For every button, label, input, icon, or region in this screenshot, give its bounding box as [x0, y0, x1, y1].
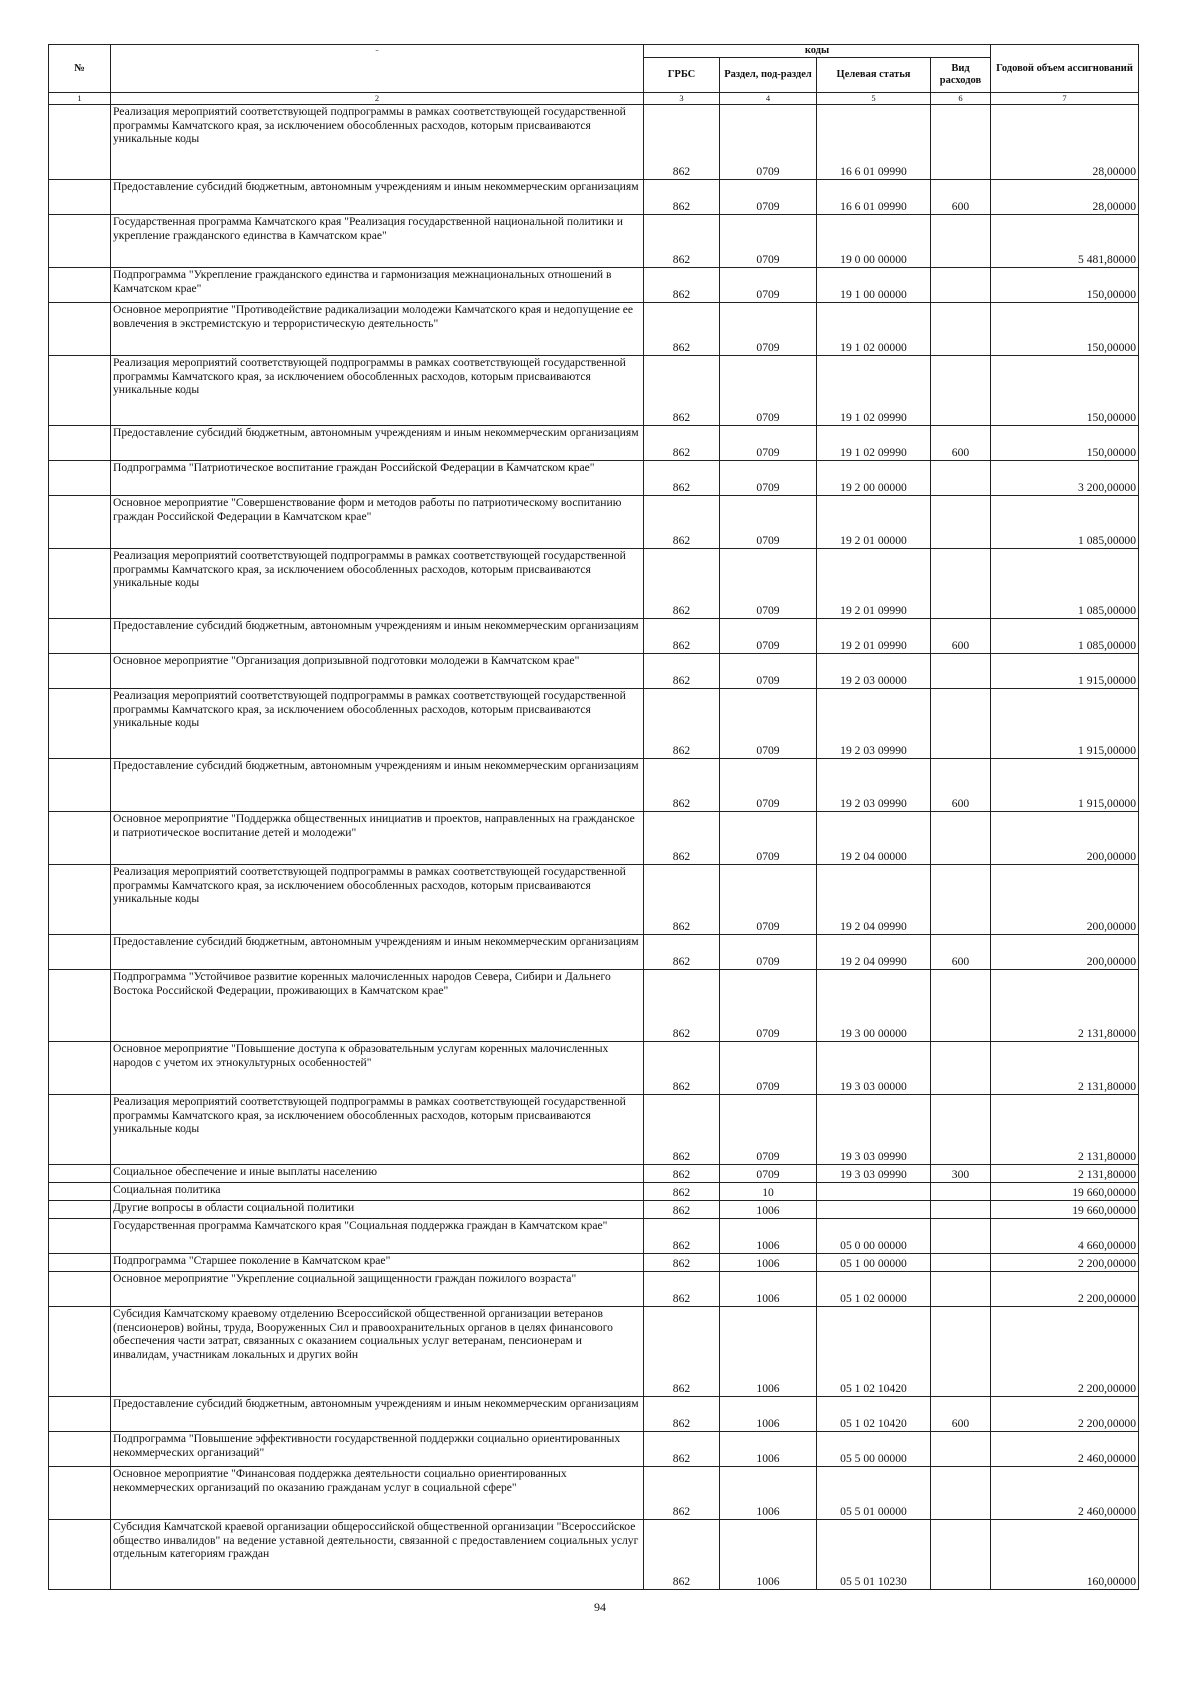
table-row [49, 812, 1139, 865]
table-row [49, 1272, 1139, 1307]
table-row [49, 549, 1139, 619]
cell-section: 0709 [720, 1042, 817, 1095]
header-grbs: ГРБС [644, 58, 720, 93]
cell-target: 19 2 04 00000 [817, 812, 931, 865]
cell-kind [931, 303, 991, 356]
cell-grbs: 862 [644, 812, 720, 865]
cell-target: 19 2 03 09990 [817, 759, 931, 812]
header-kind: Вид расходов [931, 58, 991, 93]
cell-section: 0709 [720, 759, 817, 812]
cell-amount: 2 460,00000 [991, 1467, 1139, 1520]
cell-name: Подпрограмма "Укрепление гражданского единства и гармонизация межнациональных отношений в Камчатском крае" [111, 268, 644, 303]
cell-kind [931, 865, 991, 935]
table-row [49, 1432, 1139, 1467]
cell-kind [931, 1520, 991, 1590]
cell-name: Подпрограмма "Повышение эффективности государственной поддержки социально ориентированных некоммерческих организаций" [111, 1432, 644, 1467]
cell-amount: 1 915,00000 [991, 759, 1139, 812]
cell-num [49, 865, 111, 935]
cell-num [49, 935, 111, 970]
header-codes-group: коды [644, 45, 991, 58]
cell-grbs: 862 [644, 1201, 720, 1219]
cell-kind [931, 1272, 991, 1307]
cell-amount: 150,00000 [991, 356, 1139, 426]
cell-kind [931, 812, 991, 865]
header-num: № [49, 45, 111, 93]
cell-kind [931, 496, 991, 549]
cell-num [49, 549, 111, 619]
cell-name: Основное мероприятие "Поддержка общественных инициатив и проектов, направленных на гражданское и патриотическое воспитание детей и молодежи" [111, 812, 644, 865]
cell-kind [931, 105, 991, 180]
cell-amount: 1 085,00000 [991, 619, 1139, 654]
cell-name: Основное мероприятие "Организация допризывной подготовки молодежи в Камчатском крае" [111, 654, 644, 689]
cell-target: 05 5 01 10230 [817, 1520, 931, 1590]
cell-num [49, 1397, 111, 1432]
cell-num [49, 654, 111, 689]
cell-num [49, 1201, 111, 1219]
cell-section: 0709 [720, 426, 817, 461]
cell-section: 0709 [720, 1165, 817, 1183]
col-number-5: 5 [817, 93, 931, 105]
cell-section: 0709 [720, 461, 817, 496]
cell-grbs: 862 [644, 215, 720, 268]
header-amount: Годовой объем ассигнований [991, 45, 1139, 93]
cell-kind: 600 [931, 426, 991, 461]
cell-name: Государственная программа Камчатского края "Реализация государственной национальной политики и укрепление гражданского единства в Камчатском крае" [111, 215, 644, 268]
cell-section: 1006 [720, 1272, 817, 1307]
cell-grbs: 862 [644, 1307, 720, 1397]
cell-target: 19 2 00 00000 [817, 461, 931, 496]
cell-grbs: 862 [644, 105, 720, 180]
cell-target: 19 1 02 09990 [817, 356, 931, 426]
cell-target [817, 1183, 931, 1201]
cell-target: 19 2 04 09990 [817, 935, 931, 970]
cell-amount: 160,00000 [991, 1520, 1139, 1590]
cell-num [49, 1219, 111, 1254]
cell-target: 05 1 00 00000 [817, 1254, 931, 1272]
cell-name: Основное мероприятие "Противодействие радикализации молодежи Камчатского края и недопущение ее вовлечения в экстремистскую и террористическую деятельность" [111, 303, 644, 356]
cell-grbs: 862 [644, 180, 720, 215]
cell-kind: 600 [931, 619, 991, 654]
cell-kind [931, 654, 991, 689]
cell-section: 1006 [720, 1219, 817, 1254]
cell-amount: 3 200,00000 [991, 461, 1139, 496]
cell-target: 05 1 02 10420 [817, 1307, 931, 1397]
cell-num [49, 759, 111, 812]
cell-section: 0709 [720, 496, 817, 549]
cell-amount: 150,00000 [991, 268, 1139, 303]
cell-kind [931, 1467, 991, 1520]
cell-name: Реализация мероприятий соответствующей подпрограммы в рамках соответствующей государственной программы Камчатского края, за исключением обособленных расходов, которым присваиваются уникальные коды [111, 1095, 644, 1165]
cell-amount: 19 660,00000 [991, 1201, 1139, 1219]
cell-grbs: 862 [644, 970, 720, 1042]
cell-target: 19 2 01 09990 [817, 549, 931, 619]
table-row [49, 215, 1139, 268]
cell-grbs: 862 [644, 1272, 720, 1307]
cell-kind [931, 268, 991, 303]
cell-num [49, 426, 111, 461]
cell-num [49, 1095, 111, 1165]
cell-grbs: 862 [644, 935, 720, 970]
col-number-1: 1 [49, 93, 111, 105]
budget-allocation-table [48, 44, 1139, 1590]
cell-num [49, 1165, 111, 1183]
cell-grbs: 862 [644, 549, 720, 619]
cell-target: 05 1 02 10420 [817, 1397, 931, 1432]
cell-amount: 2 200,00000 [991, 1397, 1139, 1432]
cell-amount: 1 915,00000 [991, 689, 1139, 759]
cell-section: 0709 [720, 689, 817, 759]
cell-section: 10 [720, 1183, 817, 1201]
cell-grbs: 862 [644, 426, 720, 461]
cell-kind [931, 970, 991, 1042]
table-body [49, 105, 1139, 1590]
cell-target: 19 2 03 00000 [817, 654, 931, 689]
table-row [49, 1095, 1139, 1165]
cell-amount: 2 131,80000 [991, 970, 1139, 1042]
table-row [49, 689, 1139, 759]
cell-name: Государственная программа Камчатского края "Социальная поддержка граждан в Камчатском крае" [111, 1219, 644, 1254]
cell-name: Социальное обеспечение и иные выплаты населению [111, 1165, 644, 1183]
cell-target: 19 0 00 00000 [817, 215, 931, 268]
header-section: Раздел, под-раздел [720, 58, 817, 93]
cell-name: Реализация мероприятий соответствующей подпрограммы в рамках соответствующей государственной программы Камчатского края, за исключением обособленных расходов, которым присваиваются уникальные коды [111, 356, 644, 426]
cell-grbs: 862 [644, 865, 720, 935]
cell-section: 1006 [720, 1520, 817, 1590]
cell-target: 19 1 02 00000 [817, 303, 931, 356]
table-row [49, 356, 1139, 426]
table-row [49, 268, 1139, 303]
cell-target: 19 2 04 09990 [817, 865, 931, 935]
cell-grbs: 862 [644, 1520, 720, 1590]
cell-kind [931, 1042, 991, 1095]
cell-amount: 2 200,00000 [991, 1272, 1139, 1307]
cell-target: 19 2 03 09990 [817, 689, 931, 759]
cell-num [49, 180, 111, 215]
cell-grbs: 862 [644, 759, 720, 812]
cell-amount: 1 085,00000 [991, 496, 1139, 549]
cell-amount: 200,00000 [991, 935, 1139, 970]
cell-grbs: 862 [644, 1219, 720, 1254]
cell-target: 05 1 02 00000 [817, 1272, 931, 1307]
table-row [49, 619, 1139, 654]
cell-section: 1006 [720, 1467, 817, 1520]
cell-grbs: 862 [644, 1254, 720, 1272]
col-number-7: 7 [991, 93, 1139, 105]
cell-num [49, 1254, 111, 1272]
cell-num [49, 1042, 111, 1095]
table-row [49, 759, 1139, 812]
cell-amount: 28,00000 [991, 180, 1139, 215]
col-number-2: 2 [111, 93, 644, 105]
cell-num [49, 1307, 111, 1397]
cell-name: Субсидия Камчатской краевой организации общероссийской общественной организации "Всероссийское общество инвалидов" на ведение уставной деятельности, связанной с предоставлением социальных услуг отдельным категориям граждан [111, 1520, 644, 1590]
cell-target: 19 1 02 09990 [817, 426, 931, 461]
cell-section: 0709 [720, 654, 817, 689]
cell-kind: 600 [931, 1397, 991, 1432]
col-number-4: 4 [720, 93, 817, 105]
cell-name: Предоставление субсидий бюджетным, автономным учреждениям и иным некоммерческим организациям [111, 426, 644, 461]
cell-num [49, 105, 111, 180]
cell-grbs: 862 [644, 689, 720, 759]
table-row [49, 1467, 1139, 1520]
cell-name: Реализация мероприятий соответствующей подпрограммы в рамках соответствующей государственной программы Камчатского края, за исключением обособленных расходов, которым присваиваются уникальные коды [111, 549, 644, 619]
cell-num [49, 1272, 111, 1307]
cell-kind: 600 [931, 759, 991, 812]
table-row [49, 935, 1139, 970]
cell-kind [931, 1307, 991, 1397]
col-number-3: 3 [644, 93, 720, 105]
cell-grbs: 862 [644, 654, 720, 689]
cell-num [49, 1467, 111, 1520]
cell-num [49, 215, 111, 268]
cell-num [49, 1183, 111, 1201]
table-row [49, 180, 1139, 215]
cell-section: 0709 [720, 268, 817, 303]
cell-kind: 300 [931, 1165, 991, 1183]
cell-name: Подпрограмма "Старшее поколение в Камчатском крае" [111, 1254, 644, 1272]
cell-name: Реализация мероприятий соответствующей подпрограммы в рамках соответствующей государственной программы Камчатского края, за исключением обособленных расходов, которым присваиваются уникальные коды [111, 689, 644, 759]
cell-name: Реализация мероприятий соответствующей подпрограммы в рамках соответствующей государственной программы Камчатского края, за исключением обособленных расходов, которым присваиваются уникальные коды [111, 865, 644, 935]
cell-target: 19 3 00 00000 [817, 970, 931, 1042]
cell-amount: 28,00000 [991, 105, 1139, 180]
cell-name: Подпрограмма "Устойчивое развитие коренных малочисленных народов Севера, Сибири и Дальнего Востока Российской Федерации, проживающих в Камчатском крае" [111, 970, 644, 1042]
cell-section: 0709 [720, 970, 817, 1042]
cell-target: 19 3 03 00000 [817, 1042, 931, 1095]
header-target: Целевая статья [817, 58, 931, 93]
cell-section: 0709 [720, 215, 817, 268]
table-row [49, 1397, 1139, 1432]
cell-name: Социальная политика [111, 1183, 644, 1201]
cell-grbs: 862 [644, 1467, 720, 1520]
cell-amount: 4 660,00000 [991, 1219, 1139, 1254]
cell-kind [931, 549, 991, 619]
cell-target: 16 6 01 09990 [817, 180, 931, 215]
cell-kind [931, 1183, 991, 1201]
cell-name: Другие вопросы в области социальной политики [111, 1201, 644, 1219]
cell-section: 0709 [720, 619, 817, 654]
table-row [49, 1520, 1139, 1590]
cell-amount: 150,00000 [991, 426, 1139, 461]
col-number-6: 6 [931, 93, 991, 105]
cell-amount: 200,00000 [991, 865, 1139, 935]
cell-amount: 200,00000 [991, 812, 1139, 865]
cell-amount: 2 131,80000 [991, 1095, 1139, 1165]
table-row [49, 970, 1139, 1042]
cell-amount: 19 660,00000 [991, 1183, 1139, 1201]
table-row [49, 865, 1139, 935]
cell-section: 1006 [720, 1201, 817, 1219]
cell-grbs: 862 [644, 1095, 720, 1165]
cell-name: Предоставление субсидий бюджетным, автономным учреждениям и иным некоммерческим организациям [111, 1397, 644, 1432]
cell-name: Основное мероприятие "Финансовая поддержка деятельности социально ориентированных некоммерческих организаций по оказанию гражданам услуг в социальной сфере" [111, 1467, 644, 1520]
cell-section: 0709 [720, 180, 817, 215]
cell-name: Основное мероприятие "Укрепление социальной защищенности граждан пожилого возраста" [111, 1272, 644, 1307]
cell-grbs: 862 [644, 1432, 720, 1467]
cell-grbs: 862 [644, 268, 720, 303]
cell-target: 19 3 03 09990 [817, 1165, 931, 1183]
header-name: - [111, 45, 644, 93]
cell-kind [931, 215, 991, 268]
cell-amount: 1 085,00000 [991, 549, 1139, 619]
cell-grbs: 862 [644, 303, 720, 356]
cell-target: 05 5 00 00000 [817, 1432, 931, 1467]
cell-target: 19 3 03 09990 [817, 1095, 931, 1165]
cell-kind [931, 1254, 991, 1272]
cell-name: Предоставление субсидий бюджетным, автономным учреждениям и иным некоммерческим организациям [111, 759, 644, 812]
table-row [49, 1183, 1139, 1201]
cell-name: Предоставление субсидий бюджетным, автономным учреждениям и иным некоммерческим организациям [111, 619, 644, 654]
cell-section: 0709 [720, 105, 817, 180]
cell-grbs: 862 [644, 1183, 720, 1201]
cell-name: Подпрограмма "Патриотическое воспитание граждан Российской Федерации в Камчатском крае" [111, 461, 644, 496]
table-row [49, 1307, 1139, 1397]
cell-section: 0709 [720, 1095, 817, 1165]
cell-section: 1006 [720, 1254, 817, 1272]
cell-kind: 600 [931, 180, 991, 215]
cell-kind [931, 1219, 991, 1254]
cell-section: 0709 [720, 549, 817, 619]
cell-name: Предоставление субсидий бюджетным, автономным учреждениям и иным некоммерческим организациям [111, 180, 644, 215]
cell-num [49, 812, 111, 865]
table-row [49, 496, 1139, 549]
cell-amount: 2 131,80000 [991, 1165, 1139, 1183]
cell-num [49, 1520, 111, 1590]
cell-name: Основное мероприятие "Повышение доступа к образовательным услугам коренных малочисленных народов с учетом их этнокультурных особенностей" [111, 1042, 644, 1095]
cell-kind [931, 461, 991, 496]
table-row [49, 1042, 1139, 1095]
cell-section: 1006 [720, 1397, 817, 1432]
table-row [49, 1201, 1139, 1219]
page-number: 94 [594, 1600, 606, 1614]
cell-name: Реализация мероприятий соответствующей подпрограммы в рамках соответствующей государственной программы Камчатского края, за исключением обособленных расходов, которым присваиваются уникальные коды [111, 105, 644, 180]
cell-grbs: 862 [644, 356, 720, 426]
table-row [49, 1219, 1139, 1254]
table-row [49, 105, 1139, 180]
cell-amount: 1 915,00000 [991, 654, 1139, 689]
table-row [49, 303, 1139, 356]
cell-kind [931, 1432, 991, 1467]
table-row [49, 426, 1139, 461]
cell-num [49, 303, 111, 356]
cell-num [49, 496, 111, 549]
cell-target: 19 2 01 09990 [817, 619, 931, 654]
cell-amount: 2 200,00000 [991, 1254, 1139, 1272]
cell-grbs: 862 [644, 496, 720, 549]
cell-name: Основное мероприятие "Совершенствование форм и методов работы по патриотическому воспитанию граждан Российской Федерации в Камчатском крае" [111, 496, 644, 549]
table-row [49, 1254, 1139, 1272]
cell-section: 0709 [720, 356, 817, 426]
cell-target: 19 1 00 00000 [817, 268, 931, 303]
cell-num [49, 1432, 111, 1467]
table-row [49, 461, 1139, 496]
cell-target [817, 1201, 931, 1219]
cell-kind [931, 1095, 991, 1165]
cell-amount: 2 131,80000 [991, 1042, 1139, 1095]
cell-kind [931, 1201, 991, 1219]
cell-grbs: 862 [644, 461, 720, 496]
cell-name: Субсидия Камчатскому краевому отделению Всероссийской общественной организации ветеранов (пенсионеров) войны, труда, Вооруженных Сил и правоохранительных органов в целях финансового обеспечения части затрат, связанных с оказанием социальных услуг ветеранам, пенсионерам и инвалидам, участникам локальных и других войн [111, 1307, 644, 1397]
cell-num [49, 970, 111, 1042]
cell-grbs: 862 [644, 1165, 720, 1183]
cell-kind [931, 689, 991, 759]
cell-grbs: 862 [644, 619, 720, 654]
cell-amount: 2 460,00000 [991, 1432, 1139, 1467]
cell-section: 1006 [720, 1432, 817, 1467]
cell-section: 1006 [720, 1307, 817, 1397]
cell-target: 19 2 01 00000 [817, 496, 931, 549]
cell-num [49, 689, 111, 759]
table-row [49, 1165, 1139, 1183]
cell-num [49, 461, 111, 496]
cell-section: 0709 [720, 865, 817, 935]
cell-grbs: 862 [644, 1042, 720, 1095]
cell-target: 05 5 01 00000 [817, 1467, 931, 1520]
cell-amount: 150,00000 [991, 303, 1139, 356]
cell-kind [931, 356, 991, 426]
cell-section: 0709 [720, 935, 817, 970]
cell-kind: 600 [931, 935, 991, 970]
cell-num [49, 268, 111, 303]
cell-amount: 5 481,80000 [991, 215, 1139, 268]
cell-grbs: 862 [644, 1397, 720, 1432]
cell-target: 16 6 01 09990 [817, 105, 931, 180]
cell-section: 0709 [720, 812, 817, 865]
cell-name: Предоставление субсидий бюджетным, автономным учреждениям и иным некоммерческим организациям [111, 935, 644, 970]
cell-section: 0709 [720, 303, 817, 356]
cell-num [49, 619, 111, 654]
cell-target: 05 0 00 00000 [817, 1219, 931, 1254]
cell-num [49, 356, 111, 426]
table-row [49, 654, 1139, 689]
cell-amount: 2 200,00000 [991, 1307, 1139, 1397]
